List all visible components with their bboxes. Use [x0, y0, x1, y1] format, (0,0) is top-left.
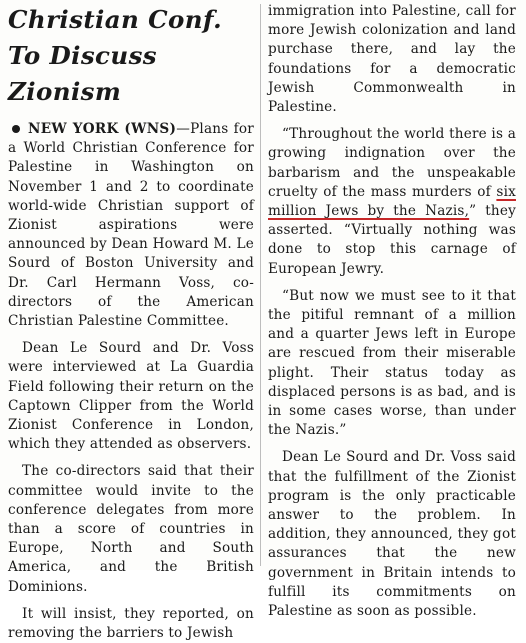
paragraph-fulfillment: Dean Le Sourd and Dr. Voss said that the fulfillment of the Zionist program is the only practicable answer to the problem. In addition, they announced, they got assurances that the new government in Britain intends to fulfill its commitments on Palestine as soon as possible. — [268, 449, 516, 620]
indignation-text: “Throughout the world there is a growing indignation over the barbarism and the unspeakable cruelty of the mass murders of — [268, 126, 516, 200]
bullet-icon — [12, 125, 20, 133]
dateline: NEW YORK (WNS) — [28, 121, 177, 137]
highlighted-phrase: six million Jews by the Nazis, — [268, 183, 516, 220]
column-divider — [260, 4, 261, 566]
lead-text: —Plans for a World Christian Conference for Palestine in Washington on November 1 and 2 to coordinate world-wide Christian support of Zionist aspirations were announced by Dean Howard M. Le Sourd of Boston University and Dr. Carl Hermann Voss, co-directors of the American Christian Palestine Committee. — [8, 121, 254, 330]
paragraph-insist: It will insist, they reported, on removing the barriers to Jewish — [8, 605, 254, 642]
headline — [8, 2, 254, 110]
left-column — [8, 0, 254, 642]
paragraph-invite: The co-directors said that their committee would invite to the conference delegates from more than a score of countries in Europe, North and South America, and the British Dominions. — [8, 463, 254, 595]
paragraph-remnant: “But now we must see to it that the pitiful remnant of a million and a quarter Jews left in Europe are rescued from their miserable plight. Their status today as displaced persons is as bad, and is in some cases worse, than under the Nazis.” — [268, 287, 516, 439]
headline-line-1: Christian Conf. — [8, 5, 223, 34]
indignation-text-end: ” they asserted. “Virtually nothing was done to stop this carnage of European Jewry. — [268, 203, 517, 277]
headline-line-2: To Discuss Zionism — [8, 41, 157, 106]
right-column — [268, 0, 517, 620]
paragraph-indignation — [268, 125, 516, 279]
paragraph-interview: Dean Le Sourd and Dr. Voss were interviewed at La Guardia Field following their return on the Captown Clipper from the World Zionist Conference in London, which they attended as observers. — [8, 340, 254, 453]
paragraph-insist-continued: immigration into Palestine, call for more Jewish colonization and land purchase there, and lay the foundations for a democratic Jewish Commonwealth in Palestine. — [268, 3, 516, 116]
lead-paragraph — [8, 120, 254, 331]
